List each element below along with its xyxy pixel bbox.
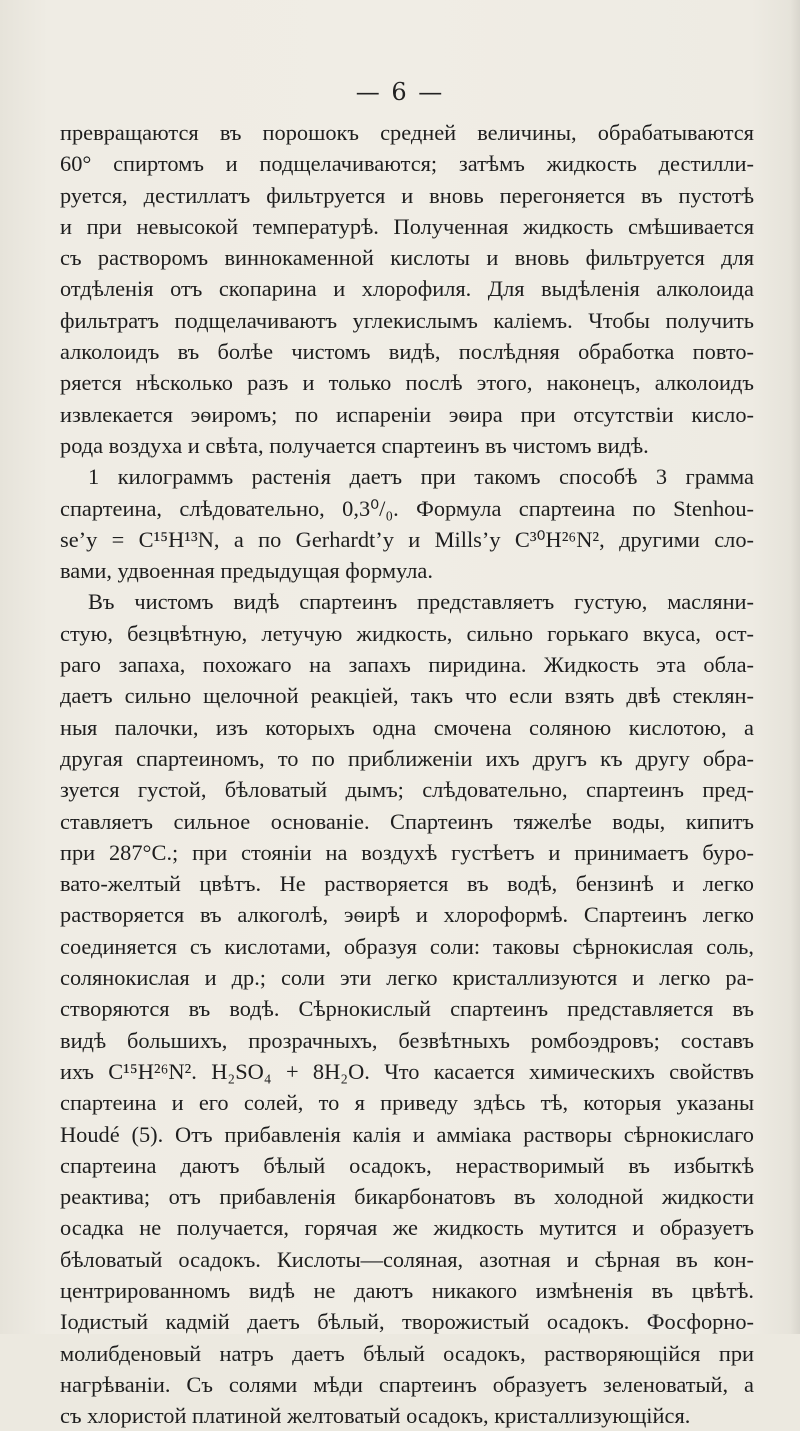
text-line: алколоидъ въ болѣе чистомъ видѣ, послѣдняя обработка повто- [60,339,754,365]
text-line: съ хлористой платиной желтоватый осадокъ, кристаллизующійся. [60,1403,691,1429]
text-line: другая спартеиномъ, то по приближеніи ихъ другъ къ другу обра- [60,745,754,771]
text-line: раго запаха, похожаго на запахъ пиридина. Жидкость эта обла- [60,652,754,678]
text-line: ныя палочки, изъ которыхъ одна смочена соляною кислотою, а [60,714,754,740]
text-line: отдѣленія отъ скопарина и хлорофиля. Для выдѣленія алколоида [60,276,754,302]
text-line: видѣ большихъ, прозрачныхъ, безвѣтныхъ ромбоэдровъ; составъ [60,1027,754,1053]
text-line: центрированномъ видѣ не даютъ никакого измѣненія въ цвѣтѣ. [60,1277,754,1303]
text-line: даетъ сильно щелочной реакціей, такъ что если взять двѣ стеклян- [60,683,754,709]
text-line: и при невысокой температурѣ. Полученная жидкость смѣшивается [60,213,754,239]
text-line: спартеина, слѣдовательно, 0,3⁰/₀. Формула спартеина по Stenhou- [60,495,754,521]
text-line: спартеина и его солей, то я приведу здѣсь тѣ, которыя указаны [60,1090,754,1116]
text-line: осадка не получается, горячая же жидкость мутится и образуетъ [60,1215,754,1241]
text-line: ставляетъ сильное основаніе. Спартеинъ тяжелѣе воды, кипитъ [60,808,754,834]
text-line: ихъ C¹⁵H²⁶N². H₂SO₄ + 8H₂O. Что касается химическихъ свойствъ [60,1058,754,1084]
text-line: створяются въ водѣ. Сѣрнокислый спартеинъ представляется въ [60,996,754,1022]
text-line: 1 килограммъ растенія даетъ при такомъ способѣ 3 грамма [88,464,754,490]
text-line: при 287°C.; при стояніи на воздухѣ густѣетъ и принимаетъ буро- [60,839,754,865]
text-line: соединяется съ кислотами, образуя соли: таковы сѣрнокислая соль, [60,933,754,959]
text-line: растворяется въ алкоголѣ, эѳирѣ и хлороформѣ. Спартеинъ легко [60,902,754,928]
text-line: фильтратъ подщелачиваютъ углекислымъ каліемъ. Чтобы получить [60,307,754,333]
text-line: 60° спиртомъ и подщелачиваются; затѣмъ жидкость дестилли- [60,151,754,177]
text-line: солянокислая и др.; соли эти легко кристаллизуются и легко ра- [60,965,754,991]
text-line: Houdé (5). Отъ прибавленія калія и амміака растворы сѣрнокислаго [60,1121,754,1147]
text-line: нагрѣваніи. Съ солями мѣди спартеинъ образуетъ зеленоватый, а [60,1371,754,1397]
text-line: вами, удвоенная предыдущая формула. [60,558,433,584]
text-line: руется, дестиллатъ фильтруется и вновь перегоняется въ пустотѣ [60,182,754,208]
text-line: превращаются въ порошокъ средней величины, обрабатываются [60,120,754,145]
text-line: извлекается эѳиромъ; по испареніи эѳира при отсутствіи кисло- [60,401,754,427]
text-line: реактива; отъ прибавленія бикарбонатовъ въ холодной жидкости [60,1184,754,1210]
body-text [60,117,754,1431]
text-line: стую, безцвѣтную, летучую жидкость, сильно горькаго вкуса, ост- [60,620,754,646]
text-line: Въ чистомъ видѣ спартеинъ представляетъ густую, масляни- [88,589,754,615]
text-line: зуется густой, бѣловатый дымъ; слѣдовательно, спартеинъ пред- [60,777,754,803]
text-line: бѣловатый осадокъ. Кислоты—соляная, азотная и сѣрная въ кон- [60,1246,754,1272]
text-line: рода воздуха и свѣта, получается спартеинъ въ чистомъ видѣ. [60,432,649,458]
page-edge-shadow [790,0,800,1334]
text-line: вато-желтый цвѣтъ. Не растворяется въ водѣ, бензинѣ и легко [60,871,754,897]
text-line: съ растворомъ виннокаменной кислоты и вновь фильтруется для [60,245,754,271]
text-line: молибденовый натръ даетъ бѣлый осадокъ, растворяющійся при [60,1340,754,1366]
text-line: ряется нѣсколько разъ и только послѣ этого, наконецъ, алколоидъ [60,370,754,396]
page-number: — 6 — [355,78,445,106]
text-line: спартеина даютъ бѣлый осадокъ, нерастворимый въ избыткѣ [60,1152,754,1178]
text-line: se’у = C¹⁵H¹³N, а по Gerhardt’у и Mills’у C³⁰H²⁶N², другими сло- [60,526,754,552]
text-line: Іодистый кадмій даетъ бѣлый, творожистый осадокъ. Фосфорно- [60,1309,754,1335]
